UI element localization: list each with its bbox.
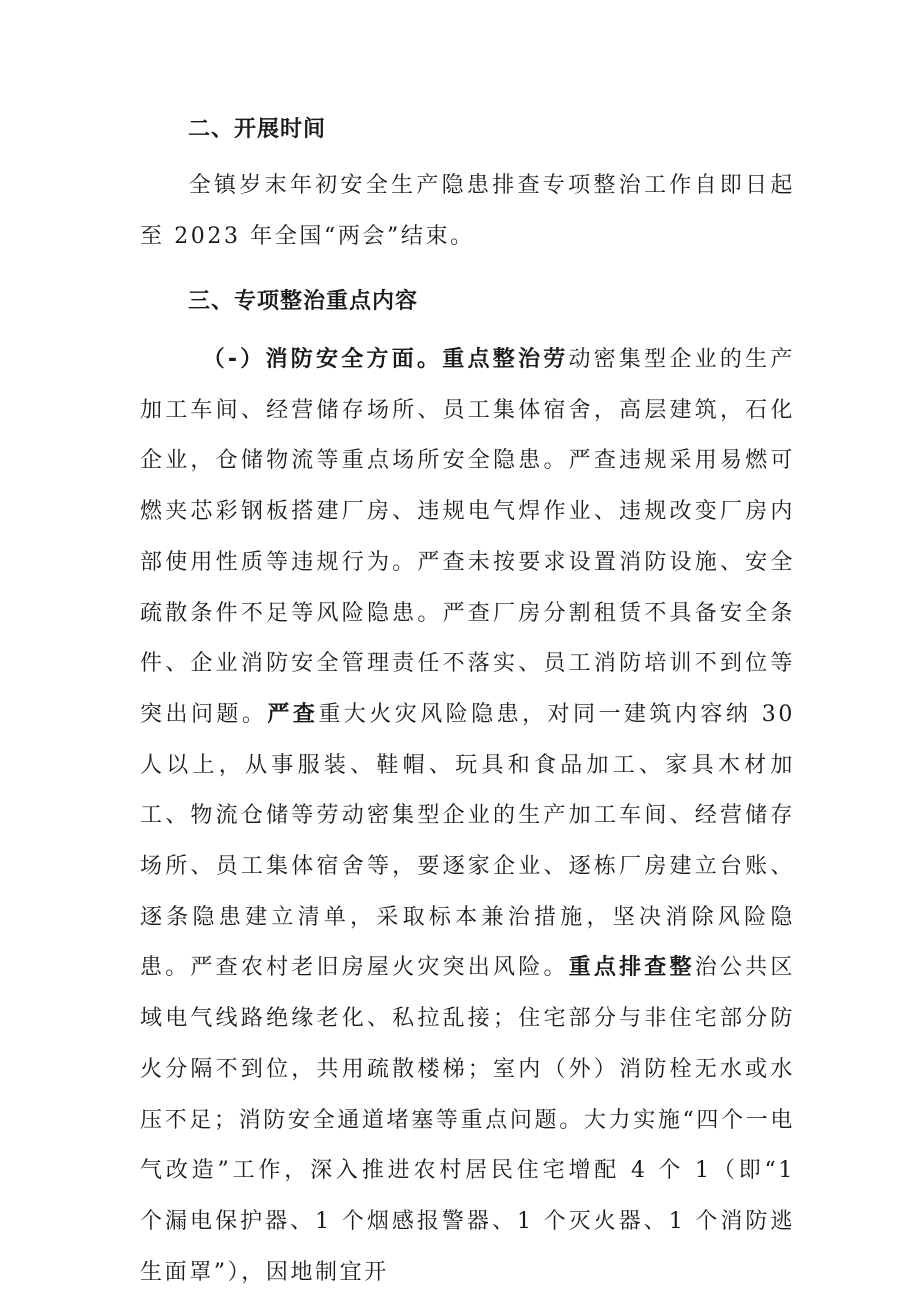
schedule-paragraph-text: 全镇岁末年初安全生产隐患排查专项整治工作自即日起至 2023 年全国“两会”结束。	[140, 173, 795, 249]
fire-safety-bold-3: 重点排查整	[568, 955, 695, 981]
fire-safety-paragraph	[140, 335, 795, 1298]
section-heading-key-content: 三、专项整治重点内容	[188, 289, 419, 314]
fire-safety-lead: （-）消防安全方面。重点整治劳	[202, 347, 569, 372]
fire-safety-text-3: 治公共区域电气线路绝缘老化、私拉乱接；住宅部分与非住宅部分防火分隔不到位，共用疏散楼梯；室内（外）消防栓无水或水压不足；消防安全通道堵塞等重点问题。大力实施“四个一电气改造”工作，深入推进农村居民住宅增配 4 个 1（即“1 个漏电保护器、1 个烟感报警器、1 个灭火器、1 个消防逃生面罩”），因地制宜开	[140, 955, 795, 1285]
fire-safety-text-1: 动密集型企业的生产加工车间、经营储存场所、员工集体宿舍，高层建筑，石化企业，仓储物流等重点场所安全隐患。严查违规采用易燃可燃夹芯彩钢板搭建厂房、违规电气焊作业、违规改变厂房内部使用性质等违规行为。严查未按要求设置消防设施、安全疏散条件不足等风险隐患。严查厂房分割租赁不具备安全条件、企业消防安全管理责任不落实、员工消防培训不到位等突出问题。	[140, 347, 795, 727]
fire-safety-text-2: 重大火灾风险隐患，对同一建筑内容纳 30 人以上，从事服装、鞋帽、玩具和食品加工、家具木材加工、物流仓储等劳动密集型企业的生产加工车间、经营储存场所、员工集体宿舍等，要逐家企业、逐栋厂房建立台账、逐条隐患建立清单，采取标本兼治措施，坚决消除风险隐患。严查农村老旧房屋火灾突出风险。	[140, 701, 795, 981]
fire-safety-bold-2: 严查	[267, 701, 319, 727]
schedule-paragraph	[140, 161, 795, 262]
section-heading-schedule: 二、开展时间	[188, 117, 327, 142]
